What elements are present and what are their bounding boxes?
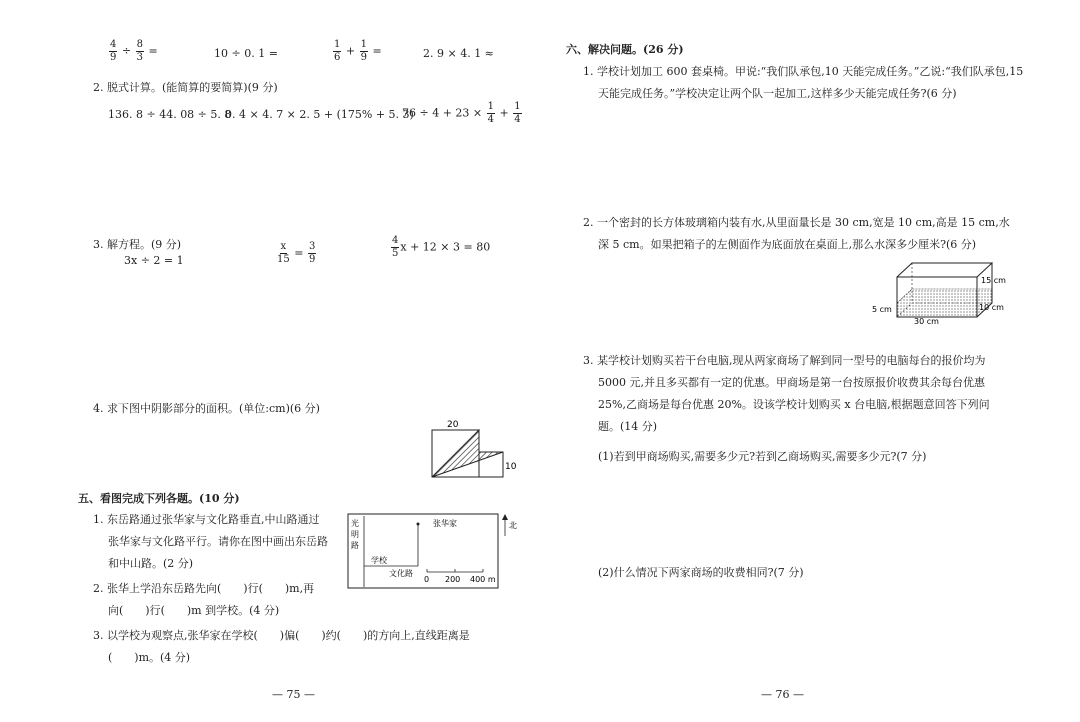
shaded-area-figure bbox=[425, 417, 520, 482]
sec5-question-2: 2. 张华上学沿东岳路先向( )行( )m,再 向( )行( )m 到学校。(4 分) bbox=[93, 582, 315, 617]
svg-text:路: 路 bbox=[351, 541, 359, 550]
sec6-question-3: 3. 某学校计划购买若干台电脑,现从两家商场了解到同一型号的电脑每台的报价均为 5000 元,并且多买都有一定的优惠。甲商场是第一台按原报价收费其余每台优惠 25%,乙商场是每台优惠 20%。设该学校计划购买 x 台电脑,根据题意回答下列问 题。(14 分) bbox=[583, 354, 990, 433]
svg-text:400 m: 400 m bbox=[470, 575, 496, 584]
equation-1: 3x ÷ 2 = 1 bbox=[124, 254, 184, 267]
figure-label-right: 10 bbox=[505, 462, 517, 472]
svg-text:光: 光 bbox=[351, 519, 359, 528]
calc-expr-3: $\frac{1}{6}$ + $\frac{1}{9}$ = bbox=[334, 39, 382, 63]
box-label-depth: 5 cm bbox=[872, 305, 892, 314]
glass-box-figure bbox=[870, 257, 1010, 327]
equation-3: $\frac{4}{5}$ x + 12 × 3 = 80 bbox=[392, 235, 491, 259]
page-number-right: — 76 — bbox=[761, 688, 804, 701]
sec5-question-1: 1. 东岳路通过张华家与文化路垂直,中山路通过 张华家与文化路平行。请你在图中画出东岳路 和中山路。(2 分) bbox=[93, 513, 328, 570]
q2-expr-3: 76 ÷ 4 + 23 × $\frac{1}{4}$ + $\frac{1}{4}$ bbox=[402, 101, 521, 125]
map-label-road: 文化路 bbox=[389, 569, 413, 578]
svg-text:0: 0 bbox=[424, 575, 430, 584]
svg-text:200: 200 bbox=[445, 575, 461, 584]
sec6-question-3-part-2: (2)什么情况下两家商场的收费相同?(7 分) bbox=[598, 566, 804, 579]
question-2-title: 2. 脱式计算。(能简算的要简算)(9 分) bbox=[93, 81, 278, 94]
sec6-question-2: 2. 一个密封的长方体玻璃箱内装有水,从里面量长是 30 cm,宽是 10 cm,高是 15 cm,水 深 5 cm。如果把箱子的左侧面作为底面放在桌面上,那么水深多少厘米?(6 分) bbox=[583, 216, 1010, 251]
box-label-width: 10 cm bbox=[979, 303, 1004, 312]
section-6-title: 六、解决问题。(26 分) bbox=[566, 43, 684, 56]
box-label-length: 30 cm bbox=[914, 317, 939, 326]
figure-label-top: 20 bbox=[447, 420, 459, 430]
north-label: 北 bbox=[509, 521, 517, 530]
q2-expr-2: 0. 4 × 4. 7 × 2. 5 + (175% + 5. 3) bbox=[225, 108, 414, 121]
svg-text:明: 明 bbox=[351, 530, 359, 539]
calc-expr-1: $\frac{4}{9}$ ÷ $\frac{8}{3}$ = bbox=[110, 39, 158, 63]
equation-2: $\frac{x}{15}$ = $\frac{3}{9}$ bbox=[277, 241, 316, 265]
question-4-title: 4. 求下图中阴影部分的面积。(单位:cm)(6 分) bbox=[93, 402, 320, 415]
route-map bbox=[345, 510, 520, 590]
map-label-school: 学校 bbox=[371, 556, 387, 565]
home-marker bbox=[417, 523, 420, 526]
question-3-title: 3. 解方程。(9 分) bbox=[93, 238, 182, 251]
map-label-home: 张华家 bbox=[433, 519, 457, 528]
calc-expr-4: 2. 9 × 4. 1 ≈ bbox=[423, 47, 494, 60]
sec6-question-3-part-1: (1)若到甲商场购买,需要多少元?若到乙商场购买,需要多少元?(7 分) bbox=[598, 450, 927, 463]
calc-expr-2: 10 ÷ 0. 1 = bbox=[214, 47, 278, 60]
q2-expr-1: 136. 8 ÷ 44. 08 ÷ 5. 8 bbox=[108, 108, 232, 121]
sec5-question-3: 3. 以学校为观察点,张华家在学校( )偏( )约( )的方向上,直线距离是 ( )m。(4 分) bbox=[93, 629, 470, 664]
section-5-title: 五、看图完成下列各题。(10 分) bbox=[78, 492, 240, 505]
page-number-left: — 75 — bbox=[272, 688, 315, 701]
sec6-question-1: 1. 学校计划加工 600 套桌椅。甲说:“我们队承包,10 天能完成任务。”乙说:“我们队承包,15 天能完成任务。”学校决定让两个队一起加工,这样多少天能完成任务?(6 分) bbox=[583, 65, 1024, 100]
box-label-height: 15 cm bbox=[981, 276, 1006, 285]
